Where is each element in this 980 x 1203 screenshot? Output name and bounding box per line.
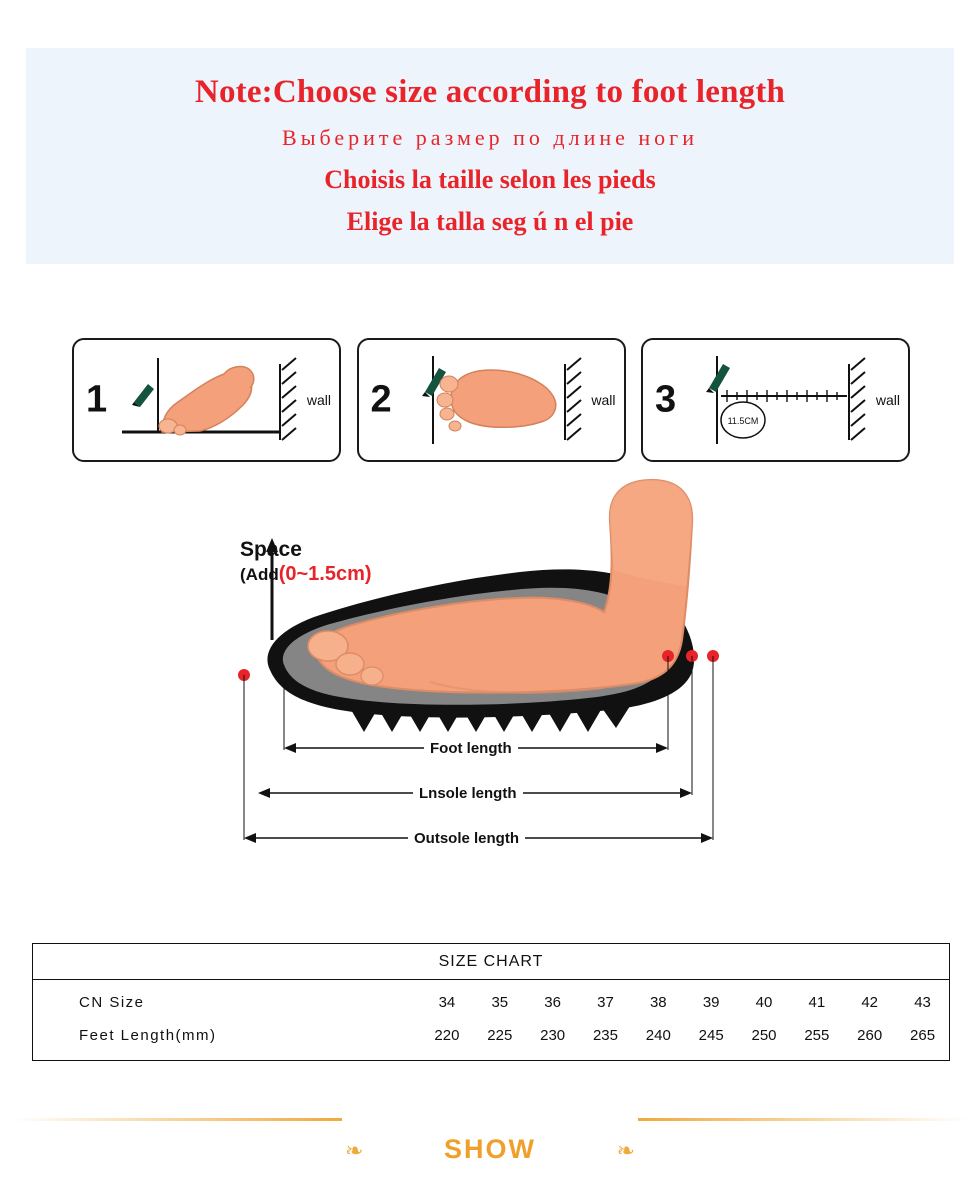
cell-feet-length-1: 225 [487, 1027, 513, 1044]
footer-rule-right [638, 1118, 968, 1121]
size-chart-table [33, 944, 949, 1060]
foot-bottom-view-icon [359, 340, 624, 460]
note-line-spanish: Elige la talla seg ú n el pie [346, 207, 634, 236]
foot-side-view-icon [74, 340, 339, 460]
cell-feet-length-6: 250 [751, 1027, 777, 1044]
table-row-feet-length [33, 1023, 949, 1060]
cell-feet-length-7: 255 [804, 1027, 830, 1044]
cell-feet-length-4: 240 [645, 1027, 671, 1044]
flourish-left-icon: ❧ [345, 1138, 364, 1163]
wall-label-3: wall [875, 392, 900, 408]
foot-and-sole-illustration [200, 460, 780, 890]
space-annotation-range: (0~1.5cm) [278, 563, 372, 586]
step-box-3 [641, 338, 910, 462]
space-annotation-add: (Add [240, 565, 279, 585]
cell-feet-length-5: 245 [698, 1027, 724, 1044]
row-label-feet-length: Feet Length(mm) [79, 1027, 217, 1044]
flourish-right-icon: ❧ [616, 1138, 635, 1163]
space-annotation [240, 538, 372, 586]
wall-label-2: wall [591, 392, 616, 408]
label-foot-length: Foot length [424, 740, 518, 757]
cell-cn-size-0: 34 [438, 994, 456, 1011]
space-annotation-title: Space [240, 538, 302, 561]
cell-feet-length-9: 265 [910, 1027, 936, 1044]
cell-cn-size-8: 42 [861, 994, 879, 1011]
wall-label-1: wall [306, 392, 331, 408]
row-label-cn-size: CN Size [79, 994, 145, 1011]
size-chart-title: SIZE CHART [33, 944, 949, 980]
note-line-french: Choisis la taille selon les pieds [324, 165, 656, 194]
label-outsole-length: Outsole length [408, 830, 525, 847]
size-chart-title-row [33, 944, 949, 980]
cell-cn-size-1: 35 [491, 994, 509, 1011]
step-box-2 [357, 338, 626, 462]
note-line-russian: Выберите размер по длине ноги [282, 125, 698, 150]
cell-cn-size-2: 36 [544, 994, 561, 1011]
note-banner [26, 48, 954, 264]
cell-cn-size-9: 43 [914, 994, 931, 1011]
ruler-reading-value: 11.5CM [727, 416, 759, 426]
cell-cn-size-7: 41 [808, 994, 826, 1011]
label-insole-length: Lnsole length [413, 785, 523, 802]
cell-cn-size-3: 37 [597, 994, 614, 1011]
step-number-1: 1 [86, 378, 108, 421]
size-chart [32, 943, 950, 1061]
cell-cn-size-4: 38 [649, 994, 667, 1011]
ruler-measure-icon [643, 340, 908, 460]
show-footer [0, 1106, 980, 1196]
cell-cn-size-5: 39 [702, 994, 720, 1011]
step-number-3: 3 [655, 378, 677, 421]
step-box-1 [72, 338, 341, 462]
note-line-english: Note:Choose size according to foot length [194, 74, 786, 110]
table-row-cn-size [33, 980, 949, 1024]
show-label: SHOW [444, 1134, 536, 1164]
cell-feet-length-2: 230 [540, 1027, 566, 1044]
cell-feet-length-3: 235 [592, 1027, 618, 1044]
cell-feet-length-8: 260 [857, 1027, 883, 1044]
foot-measurement-diagram [200, 460, 780, 890]
cell-feet-length-0: 220 [434, 1027, 460, 1044]
measurement-steps [72, 338, 910, 460]
footer-rule-left [12, 1118, 342, 1121]
cell-cn-size-6: 40 [755, 994, 773, 1011]
step-number-2: 2 [370, 378, 392, 421]
